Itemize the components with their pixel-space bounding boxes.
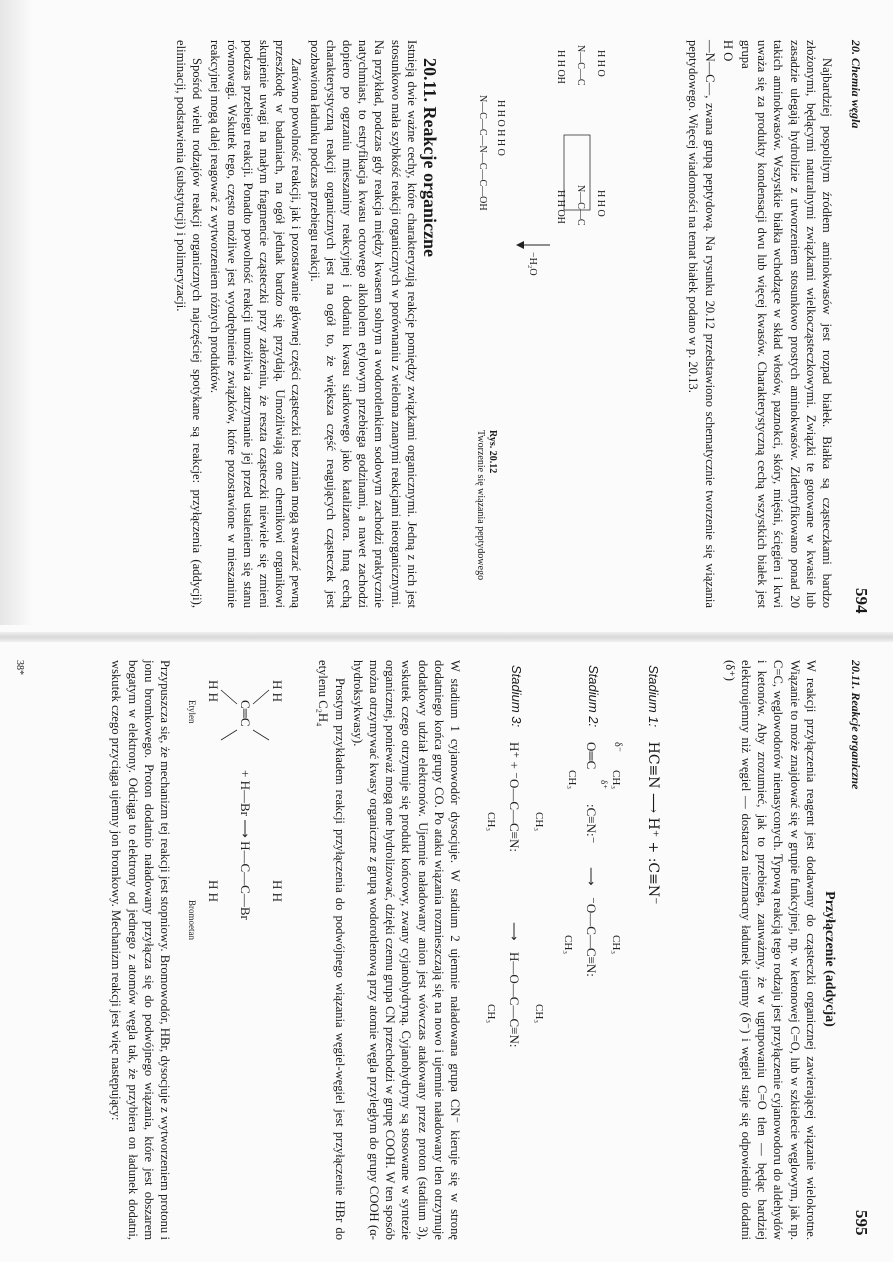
svg-text:CH₃: CH₃ [533,1003,545,1023]
glycine-1-line2: N—C—C [575,45,586,86]
figure-caption-text: Tworzenie się wiązania peptydowego [475,430,486,581]
svg-text:CH₃: CH₃ [485,811,497,831]
glycine-1: H H O [595,50,606,77]
page-number-right: 595 [852,1210,871,1236]
subsection-title: Przyłączenie (addycja) [822,891,837,1027]
svg-text:+ H—Br ⟶ H—C—C—Br: + H—Br ⟶ H—C—C—Br [238,770,253,920]
stage-1-equation: HC≡N ⟶ H⁺ + :C≡N⁻ [645,741,661,905]
right-mechanism-text [313,660,463,1240]
svg-text:CH₃: CH₃ [485,1003,497,1023]
svg-text:H H: H H [270,880,285,903]
right-page [0,650,893,1262]
ethylene-reaction-figure [183,670,293,1230]
svg-text:CH₃: CH₃ [610,769,622,789]
stage-3 [484,665,548,1212]
peptide-bond-figure [468,40,638,410]
paragraph-features: Istnieją dwie ważne cechy, które charakteryzują reakcje pomiędzy związkami organicznymi. Jedną z nich jest stosunkowo mała szybkość reakcji organicznych w porównaniu z wieloma znanymi reakcjami nieorganicznymi. Na przykład, podczas gdy reakcja między kwasem solnym a wodorotlenkiem sodowym zachodzi praktycznie natychmiast, to estryfikacja kwasu octowego alkoholem etylowym przebiega godzinami, a nawet zachodzi dopiero po ogrzaniu mieszaniny reakcyjnej i dodaniu kwasu siarkowego jako katalizatora. Inną cechą charakterystyczną reakcji organicznych jest na ogół to, że większa część reagujących cząsteczek jest pozbawiona ładunku podczas przebiegu reakcji. [307,40,419,608]
glycine-2: H H O [595,190,606,217]
ethylene-structure: H H [270,680,285,703]
running-head-right: 20.11. Reakcje organiczne [849,660,863,790]
paragraph-ethylene: Prostym przykładem reakcji przyłączenia do podwójnego wiązania węgiel-węgiel jest przyłączenie HBr do etylenu C₂H₄ [316,660,347,1240]
svg-text:δ⁺: δ⁺ [599,779,609,789]
svg-text:H H: H H [206,880,221,903]
bromoethane-label: Bromoetan [187,900,197,940]
paragraph-types: Spośród wielu rodzajów reakcji organicznych najczęściej spotykane są reakcje: przyłączenia (addycji), eliminacji, podstawienia (substytucji) i polimeryzacji. [173,40,205,608]
dipeptide-line2: N—C—C—N—C—C—OH [477,95,488,211]
svg-text:⁻O—C—C≡N:: ⁻O—C—C≡N: [584,896,599,977]
figure-caption [474,430,498,610]
stage-2-label: Stadium 2: [586,665,601,728]
svg-text:H H: H H [206,680,221,703]
paragraph-mechanism: Przypuszcza się, że mechanizm tej reakcji jest stopniowy. Bromowodór, HBr, dysocjuje z wytworzeniem protonu i jonu bromkowego. Proton dodatnio naładowany przyłącza się do podwójnego wiązania, które jest obszarem bogatym w elektrony. Odciąga to elektrony od jednego z atomów węgla tak, że przybiera on ładunek dodatni, wskutek czego przyciąga ujemny jon bromkowy. Mechanizm reakcji jest więc następujący: [109,660,172,1240]
page-shadow [0,0,33,625]
right-intro-text [720,660,837,1240]
right-final-text [106,660,173,1240]
section-title: 20.11. Reakcje organiczne [420,58,440,257]
svg-text:⟶: ⟶ [507,921,522,941]
page-number-left: 594 [852,588,871,614]
stage-2 [561,665,625,1202]
svg-text:H⁺ + ⁻O—C—C≡N:: H⁺ + ⁻O—C—C≡N: [507,741,522,852]
svg-text:δ⁻: δ⁻ [612,741,623,752]
stage-2-equation [561,742,625,1202]
stage-3-equation [484,742,548,1212]
glycine-1-line3: H H OH [555,50,566,84]
glycine-2-line3: H H OH [555,190,566,224]
paragraph-stages: W stadium 1 cyjanowodór dysocjuje. W stadium 2 ujemnie naładowana grupa CN⁻ kieruje się w stronę dodatniego końca grupy CO. Po ataku wiązania rozmieszczają się na nowo i ujemnie naładowany tlen otrzymuje dodatkowy udział elektronów. Ujemnie naładowany anion jest wówczas atakowany przez proton (stadium 3), wskutek czego otrzymuje się produkt końcowy, zwany cyjanohydryną. Cyjanohydryny są stosowane w syntezie organicznej, ponieważ mogą one hydrolizować, dzięki czemu grupa CN przechodzi w grupę COOH. W ten sposób można otrzymywać kwasy organiczne z grupą wodorotlenową przy atomie węgla przyległym do grupy COOH (α-hydroksykwasy). [350,660,462,1240]
svg-text:H—O—C—C≡N:: H—O—C—C≡N: [507,951,522,1048]
paragraph-slowness: Zarówno powolność reakcji, jak i pozostawanie głównej części cząsteczki bez zmian mogą stwarzać pewną przeszkodę w badaniach, na ogół jednak bardzo się przydają. Umożliwiają one chemikowi organikowi skupienie uwagi na małym fragmencie cząsteczki przy założeniu, że reszta cząsteczki niewiele się zmieni podczas przebiegu reakcji. Ponadto powolność reakcji umożliwia zatrzymanie jej przed ustaleniem się stanu równowagi. Wskutek tego, często możliwe jest wyodrębnienie związków, które pozostawione w mieszaninie reakcyjnej mogą dalej reagować z wytworzeniem różnych produktów. [208,40,304,608]
svg-text:CH₃: CH₃ [610,934,622,954]
left-section-text [171,40,438,608]
figure-caption-number: Rys. 20.12 [487,430,498,474]
svg-text:CH₃: CH₃ [566,769,578,789]
stage-1-label: Stadium 1: [646,665,661,728]
svg-text::C≡N:⁻: :C≡N:⁻ [584,803,599,844]
stage-3-label: Stadium 3: [509,665,524,728]
stage-1 [645,665,661,905]
printer-signature: 38* [14,660,25,675]
left-page [0,0,893,625]
peptide-group-top: H O [720,40,735,62]
svg-text:CH₃: CH₃ [562,934,574,954]
water-loss-label: −H₂O [527,252,538,276]
paragraph-addition: W reakcji przyłączenia reagent jest dodawany do cząsteczki organicznej zawierającej wiązanie wielokrotne. Wiązanie to może znajdować się w grupie funkcyjnej, np. w ketonowej C=O, lub w szkielecie węglowym, jak np. C=C, węglowodorów nienasyconych. Typową reakcją tego rodzaju jest przyłączenie cyjanowodoru do aldehydów i ketonów. Aby zrozumieć, jak to przebiega, zauważmy, że w ugrupowaniu C=O tlen — będąc bardziej elektroujemny niż węgiel — dostarcza niezmacny ładunek ujemny (δ⁻) i węgiel staje się odpowiednio dodatni (δ⁺) [722,660,818,1240]
glycine-2-line2: N—C—C [575,185,586,226]
svg-text:CH₃: CH₃ [533,811,545,831]
ethylene-label: Etylen [187,700,197,724]
running-head-left: 20. Chemia węgla [849,40,863,129]
dipeptide: H H O H H O [495,100,506,156]
left-intro-text [683,40,835,608]
svg-text:⟶: ⟶ [584,866,599,886]
reaction-arrowhead [516,241,524,249]
paragraph-proteins: Najbardziej pospolitym źródłem aminokwasów jest rozpad białek. Białka są cząsteczkami bardzo złożonymi, będącymi naturalnymi związkami wielkocząsteczkowymi. Związki te gotowane w kwasie lub zasadzie ulegają hydrolizie z utworzeniem stosunkowo prostych aminokwasów. Zidentyfikowano ponad 20 takich aminokwasów. Wszystkie białka wchodzące w skład włosów, paznokci, skóry, mięśni, ścięgien i krwi uważa się za produkty kondensacji dwu lub więcej kwasów. Charakterystyczną cechą wszystkich białek jest grupa [738,40,834,608]
svg-text:C═C: C═C [238,700,253,727]
book-fold [0,632,893,642]
svg-text:O═C: O═C [584,741,599,769]
paragraph-peptide: —N—C—, zwana grupą peptydową. Na rysunku 20.12 przedstawiono schematycznie tworzenie się wiązania peptydowego. Więcej wiadomości na temat białek podano w p. 20.13. [686,40,717,608]
